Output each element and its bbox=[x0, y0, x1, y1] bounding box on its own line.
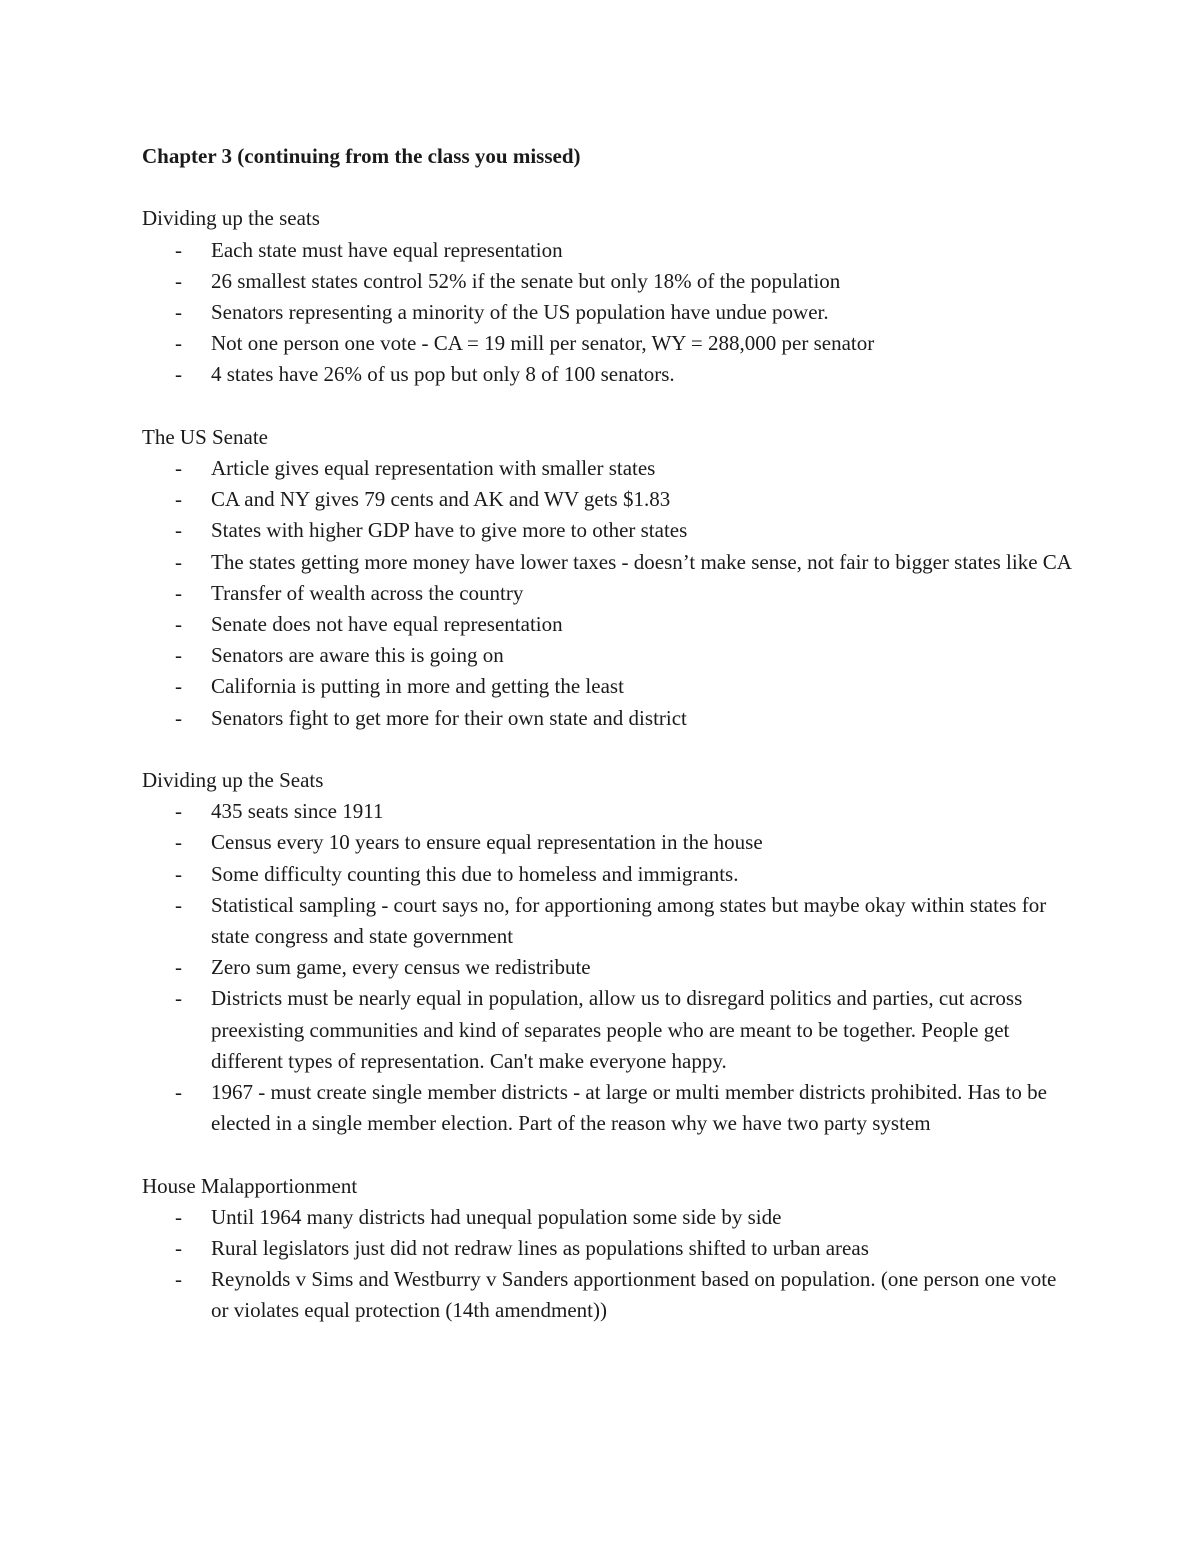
bullet-dash-marker: - bbox=[175, 1267, 182, 1292]
bullet-item bbox=[142, 484, 1072, 515]
bullet-text: Senators fight to get more for their own state and district bbox=[211, 705, 687, 730]
bullet-dash-marker: - bbox=[175, 861, 182, 886]
bullet-text: Statistical sampling - court says no, for apportioning among states but maybe okay within states for state congress and state government bbox=[211, 892, 1047, 948]
bullet-text: Senators representing a minority of the US population have undue power. bbox=[211, 299, 829, 324]
bullet-dash-marker: - bbox=[175, 362, 182, 387]
bullet-text: Until 1964 many districts had unequal population some side by side bbox=[211, 1204, 782, 1229]
bullet-text: Zero sum game, every census we redistribute bbox=[211, 955, 591, 980]
bullet-item bbox=[142, 1233, 1072, 1264]
bullet-item bbox=[142, 827, 1072, 858]
bullet-dash-marker: - bbox=[175, 986, 182, 1011]
bullet-dash-marker: - bbox=[175, 580, 182, 605]
bullet-item bbox=[142, 453, 1072, 484]
bullet-dash-marker: - bbox=[175, 549, 182, 574]
bullet-dash-marker: - bbox=[175, 799, 182, 824]
bullet-dash-marker: - bbox=[175, 268, 182, 293]
note-section bbox=[142, 422, 1072, 765]
bullet-text: States with higher GDP have to give more to other states bbox=[211, 518, 688, 543]
bullet-item bbox=[142, 890, 1072, 952]
bullet-list bbox=[142, 453, 1072, 734]
bullet-text: Rural legislators just did not redraw lines as populations shifted to urban areas bbox=[211, 1235, 869, 1260]
note-section bbox=[142, 1171, 1072, 1327]
bullet-text: California is putting in more and getting the least bbox=[211, 674, 624, 699]
section-heading: House Malapportionment bbox=[142, 1173, 358, 1198]
bullet-dash-marker: - bbox=[175, 518, 182, 543]
bullet-item bbox=[142, 859, 1072, 890]
note-section bbox=[142, 203, 1072, 421]
bullet-text: Census every 10 years to ensure equal representation in the house bbox=[211, 830, 763, 855]
blank-line bbox=[142, 734, 1072, 765]
bullet-dash-marker: - bbox=[175, 331, 182, 356]
bullet-item bbox=[142, 609, 1072, 640]
bullet-text: Each state must have equal representation bbox=[211, 237, 563, 262]
bullet-list bbox=[142, 1202, 1072, 1327]
bullet-dash-marker: - bbox=[175, 643, 182, 668]
section-heading: The US Senate bbox=[142, 424, 268, 449]
bullet-list bbox=[142, 796, 1072, 1139]
bullet-dash-marker: - bbox=[175, 299, 182, 324]
bullet-item bbox=[142, 796, 1072, 827]
bullet-text: 1967 - must create single member districts - at large or multi member districts prohibited. Has to be elected in a single member election. Part of the reason why we have two party system bbox=[211, 1079, 1047, 1136]
bullet-item bbox=[142, 983, 1072, 1077]
bullet-item bbox=[142, 1202, 1072, 1233]
bullet-dash-marker: - bbox=[175, 1079, 182, 1104]
bullet-dash-marker: - bbox=[175, 455, 182, 480]
bullet-item bbox=[142, 671, 1072, 702]
bullet-item bbox=[142, 640, 1072, 671]
bullet-text: Transfer of wealth across the country bbox=[211, 580, 524, 605]
bullet-text: The states getting more money have lower taxes - doesn’t make sense, not fair to bigger states like CA bbox=[211, 549, 1072, 574]
bullet-list bbox=[142, 235, 1072, 391]
bullet-dash-marker: - bbox=[175, 892, 182, 917]
bullet-item bbox=[142, 1077, 1072, 1139]
bullet-dash-marker: - bbox=[175, 611, 182, 636]
bullet-text: Some difficulty counting this due to homeless and immigrants. bbox=[211, 861, 739, 886]
bullet-text: 4 states have 26% of us pop but only 8 of 100 senators. bbox=[211, 362, 675, 387]
bullet-dash-marker: - bbox=[175, 487, 182, 512]
bullet-text: Districts must be nearly equal in population, allow us to disregard politics and parties, cut across preexisting communities and kind of separates people who are meant to be together. People get different types of representation. Can't make everyone happy. bbox=[211, 986, 1023, 1073]
bullet-text: Not one person one vote - CA = 19 mill per senator, WY = 288,000 per senator bbox=[211, 331, 875, 356]
bullet-dash-marker: - bbox=[175, 830, 182, 855]
bullet-item bbox=[142, 297, 1072, 328]
bullet-dash-marker: - bbox=[175, 1235, 182, 1260]
bullet-dash-marker: - bbox=[175, 674, 182, 699]
bullet-item bbox=[142, 703, 1072, 734]
document-page bbox=[142, 141, 1072, 1327]
blank-line bbox=[142, 391, 1072, 422]
bullet-dash-marker: - bbox=[175, 1204, 182, 1229]
bullet-item bbox=[142, 952, 1072, 983]
bullet-text: Senators are aware this is going on bbox=[211, 643, 504, 668]
bullet-dash-marker: - bbox=[175, 705, 182, 730]
bullet-item bbox=[142, 235, 1072, 266]
bullet-item bbox=[142, 328, 1072, 359]
sections-container bbox=[142, 203, 1072, 1326]
bullet-text: CA and NY gives 79 cents and AK and WV gets $1.83 bbox=[211, 487, 671, 512]
bullet-item bbox=[142, 547, 1072, 578]
bullet-text: Senate does not have equal representation bbox=[211, 611, 563, 636]
bullet-text: Article gives equal representation with smaller states bbox=[211, 455, 656, 480]
page-title: Chapter 3 (continuing from the class you missed) bbox=[142, 144, 581, 168]
bullet-text: 26 smallest states control 52% if the senate but only 18% of the population bbox=[211, 268, 841, 293]
blank-line bbox=[142, 172, 1072, 203]
bullet-item bbox=[142, 515, 1072, 546]
bullet-dash-marker: - bbox=[175, 237, 182, 262]
bullet-dash-marker: - bbox=[175, 955, 182, 980]
bullet-item bbox=[142, 266, 1072, 297]
blank-line bbox=[142, 1139, 1072, 1170]
section-heading: Dividing up the Seats bbox=[142, 767, 324, 792]
bullet-item bbox=[142, 578, 1072, 609]
bullet-text: Reynolds v Sims and Westburry v Sanders apportionment based on population. (one person one vote or violates equal protection (14th amendment)) bbox=[211, 1267, 1057, 1323]
note-section bbox=[142, 765, 1072, 1171]
bullet-item bbox=[142, 359, 1072, 390]
section-heading: Dividing up the seats bbox=[142, 206, 320, 231]
bullet-item bbox=[142, 1264, 1072, 1326]
bullet-text: 435 seats since 1911 bbox=[211, 799, 384, 824]
